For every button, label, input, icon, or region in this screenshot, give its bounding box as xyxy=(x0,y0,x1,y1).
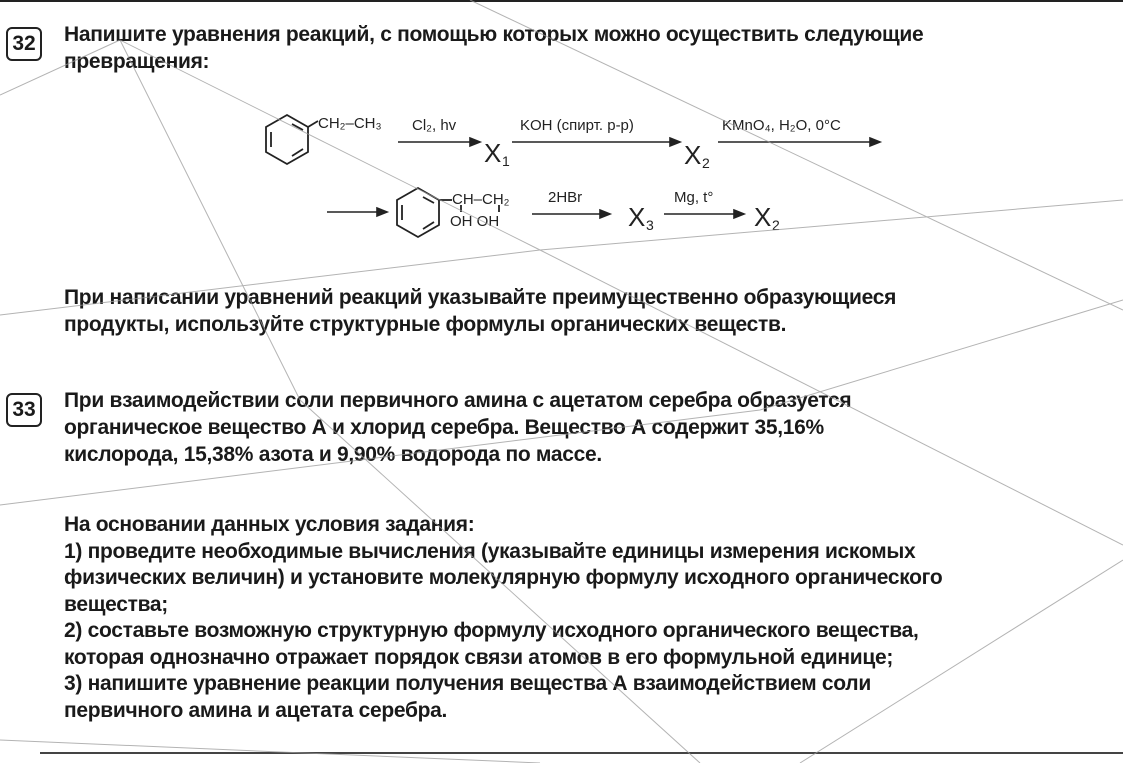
task-32-intro-line: превращения: xyxy=(64,50,210,73)
task-33-subtask-line: 3) напишите уравнение реакции получения вещества А взаимодействием соли xyxy=(64,672,871,695)
task-33-subtask-line: 1) проведите необходимые вычисления (указывайте единицы измерения искомых xyxy=(64,539,916,563)
task-33-subtask-line: физических величин) и установите молекулярную формулу исходного органического xyxy=(64,566,943,589)
product-x1-index: 1 xyxy=(502,153,510,169)
diol-chain-top: CH–CH₂ xyxy=(452,191,510,208)
step-4-reagent: 2HBr xyxy=(548,189,583,206)
task-33-subtask-line: вещества; xyxy=(64,592,169,616)
task-33-number: 33 xyxy=(6,393,42,427)
arrow-step-2 xyxy=(512,138,680,146)
arrow-step-3 xyxy=(718,138,880,146)
task-32-number: 32 xyxy=(6,27,42,61)
task-33-text-line: органическое вещество А и хлорид серебра. Вещество А содержит 35,16% xyxy=(64,416,824,439)
task-32-note xyxy=(64,284,896,338)
task-33-subtask-line: На основании данных условия задания: xyxy=(64,513,475,536)
diol-hydroxyl-groups: OH OH xyxy=(450,213,500,230)
step-3-reagent: KMnO₄, H₂O, 0°C xyxy=(722,117,841,134)
task-33-text xyxy=(64,387,851,468)
task-33-subtasks xyxy=(64,512,942,724)
task-32-note-line: продукты, используйте структурные формулы органических веществ. xyxy=(64,313,787,336)
task-33-text-line: При взаимодействии соли первичного амина с ацетатом серебра образуется xyxy=(64,389,852,412)
task-32-note-line: При написании уравнений реакций указывайте преимущественно образующиеся xyxy=(64,286,897,309)
ethyl-group-label: CH₂–CH₃ xyxy=(318,115,382,132)
arrow-step-5 xyxy=(664,210,744,218)
bottom-divider xyxy=(40,752,1123,754)
arrow-continuation xyxy=(327,208,387,216)
product-x1: X xyxy=(484,138,502,168)
arrow-step-4 xyxy=(532,210,610,218)
task-33-subtask-line: которая однозначно отражает порядок связи атомов в его формульной единице; xyxy=(64,645,894,669)
product-x2: X xyxy=(684,140,702,170)
product-x3-index: 3 xyxy=(646,217,654,233)
product-x2-final: X xyxy=(754,202,772,232)
task-32-intro-line: Напишите уравнения реакций, с помощью которых можно осуществить следующие xyxy=(64,23,924,46)
product-x3: X xyxy=(628,202,646,232)
product-x2-index: 2 xyxy=(702,155,710,171)
task-33-subtask-line: 2) составьте возможную структурную формулу исходного органического вещества, xyxy=(64,619,919,642)
step-5-reagent: Mg, t° xyxy=(674,189,714,206)
arrow-step-1 xyxy=(398,138,480,146)
step-2-reagent: KOH (спирт. р-р) xyxy=(520,117,634,134)
step-1-reagent: Cl₂, hv xyxy=(412,117,457,134)
task-33-subtask-line: первичного амина и ацетата серебра. xyxy=(64,698,448,722)
ethylbenzene-structure xyxy=(266,115,318,164)
task-33-text-line: кислорода, 15,38% азота и 9,90% водорода по массе. xyxy=(64,443,602,466)
product-x2-final-index: 2 xyxy=(772,217,780,233)
